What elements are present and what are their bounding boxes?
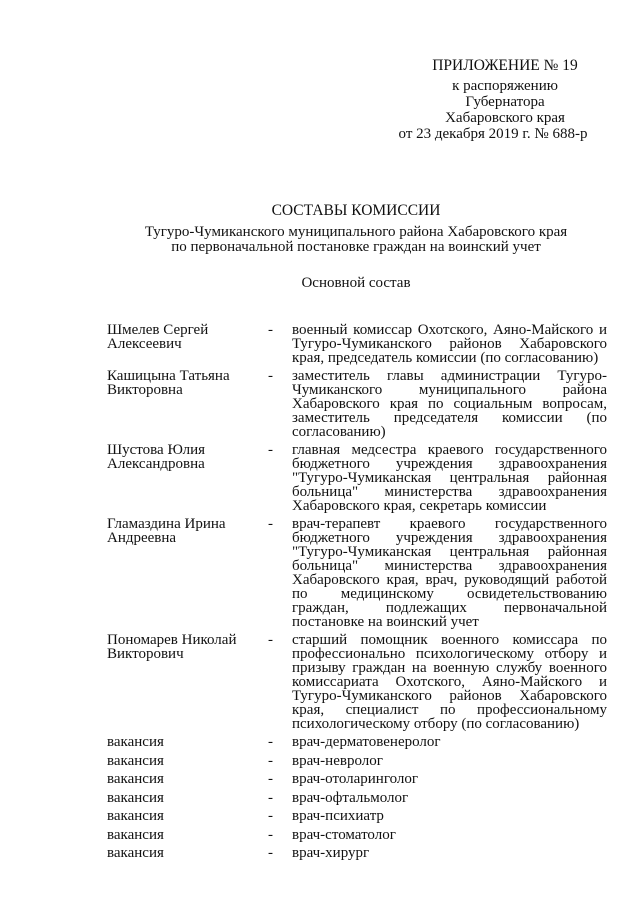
vacancy-row [107, 735, 607, 749]
vacancy-role: врач-стоматолог [292, 826, 396, 843]
member-row [107, 633, 607, 731]
vacancy-role: врач-невролог [292, 752, 383, 769]
member-role: заместитель главы администрации Тугуро-Чумиканского муниципального района Хабаровского края по социальным вопросам, заместитель председателя комиссии (по согласованию) [292, 368, 607, 440]
member-row [107, 323, 607, 365]
member-name [107, 443, 267, 513]
dash-separator: - [268, 845, 273, 861]
member-name [107, 323, 267, 365]
vacancy-role: врач-офтальмолог [292, 789, 409, 806]
dash-separator: - [268, 808, 273, 824]
vacancy-label: вакансия [107, 752, 164, 769]
vacancy-row [107, 846, 607, 860]
annex-line: Губернатора [465, 94, 545, 110]
member-surname: Шмелев Сергей [107, 322, 209, 338]
member-role: военный комиссар Охотского, Аяно-Майского и Тугуро-Чумиканского районов Хабаровского края, председатель комиссии (по согласованию) [292, 322, 607, 366]
member-surname: Гламаздина Ирина [107, 516, 226, 532]
vacancy-role: врач-отоларинголог [292, 771, 419, 787]
dash-separator: - [268, 752, 273, 769]
document-title: СОСТАВЫ КОМИССИИ [271, 202, 441, 219]
vacancy-label: вакансия [107, 826, 164, 843]
member-row [107, 443, 607, 513]
member-role: главная медсестра краевого государственного бюджетного учреждения здравоохранения "Тугуро-Чумиканская центральная районная больница" министерства здравоохранения Хабаровского края, секретарь комиссии [292, 442, 607, 514]
vacancy-row [107, 809, 607, 823]
vacancy-role: врач-хирург [292, 845, 370, 861]
member-patronymic: Алексеевич [107, 336, 182, 352]
annex-block [395, 58, 615, 142]
vacancy-label: вакансия [107, 734, 164, 750]
member-surname: Пономарев Николай [107, 632, 237, 648]
dash-separator: - [268, 368, 273, 384]
member-role: врач-терапевт краевого государственного бюджетного учреждения здравоохранения "Тугуро-Чумиканская центральная районная больница" министерства здравоохранения Хабаровского края, врач, руководящий работой по медицинскому освидетельствованию граждан, подлежащих первоначальной постановке на воинский учет [292, 516, 607, 630]
vacancy-row [107, 754, 607, 768]
annex-line: к распоряжению [452, 78, 558, 94]
vacancy-role: врач-дерматовенеролог [292, 734, 441, 750]
member-role: старший помощник военного комиссара по профессионально психологическому отбору и призыву граждан на военную службу военного комиссариата Охотского, Аяно-Майского и Тугуро-Чумиканского районов Хабаровского края, специалист по профессиональному психологическому отбору (по согласованию) [292, 632, 607, 732]
document-heading [60, 203, 640, 255]
vacancy-row [107, 828, 607, 842]
section-title: Основной состав [301, 275, 411, 291]
document-subtitle-line: по первоначальной постановке граждан на воинский учет [171, 239, 541, 255]
dash-separator: - [268, 771, 273, 787]
vacancy-row [107, 772, 607, 786]
member-name [107, 633, 267, 731]
vacancy-label: вакансия [107, 771, 164, 787]
member-surname: Кашицына Татьяна [107, 368, 230, 384]
member-surname: Шустова Юлия [107, 442, 206, 458]
dash-separator: - [268, 442, 273, 458]
member-name [107, 517, 267, 629]
member-patronymic: Викторович [107, 646, 184, 662]
annex-line: Хабаровского края [445, 110, 565, 126]
members-list [107, 323, 607, 865]
dash-separator: - [268, 826, 273, 843]
member-patronymic: Викторовна [107, 382, 183, 398]
dash-separator: - [268, 516, 273, 532]
dash-separator: - [268, 789, 273, 806]
dash-separator: - [268, 632, 273, 648]
annex-title: ПРИЛОЖЕНИЕ № 19 [432, 57, 578, 74]
member-patronymic: Александровна [107, 456, 205, 472]
vacancy-row [107, 791, 607, 805]
vacancy-label: вакансия [107, 808, 164, 824]
vacancy-label: вакансия [107, 845, 164, 861]
vacancy-role: врач-психиатр [292, 808, 384, 824]
member-row [107, 369, 607, 439]
member-patronymic: Андреевна [107, 530, 177, 546]
member-row [107, 517, 607, 629]
annex-date: от 23 декабря 2019 г. № 688-р [398, 126, 588, 142]
document-subtitle-line: Тугуро-Чумиканского муниципального района Хабаровского края [144, 224, 568, 240]
dash-separator: - [268, 322, 273, 338]
member-name [107, 369, 267, 439]
dash-separator: - [268, 734, 273, 750]
vacancy-label: вакансия [107, 789, 164, 806]
